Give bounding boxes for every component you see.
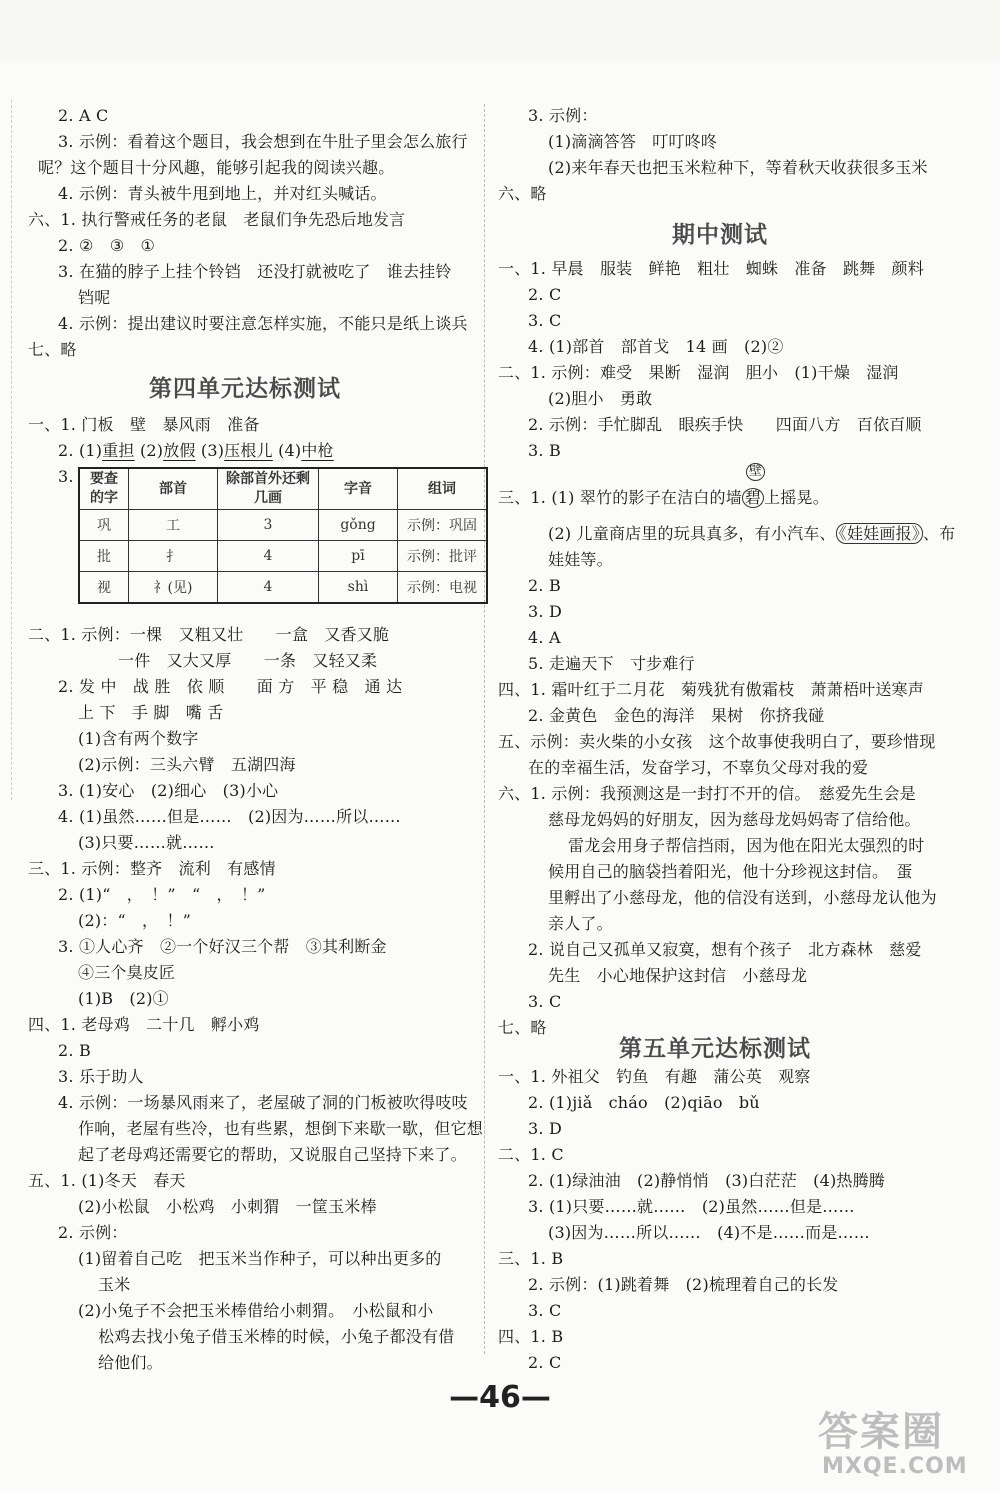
answer-line: 四、1. B [498,1327,564,1346]
answer-line: 2. 示例：(1)跳着舞 (2)梳理着自己的长发 [528,1275,839,1294]
answer-line: (2)胆小 勇敢 [548,389,653,408]
table-cell: 视 [79,572,129,604]
answer-line: 六、1. 执行警戒任务的老鼠 老鼠们争先恐后地发言 [28,210,406,229]
answer-line: 作响，老屋有些冷，也有些累，想倒下来歇一歇，但它想 [78,1119,484,1138]
answer-line: 2. B [528,576,561,595]
answer-line: 3. D [528,602,562,621]
answer-line: 3. C [528,992,562,1011]
answer-line: 2. 示例： [58,1223,128,1242]
inserted-correct-character: 壁 [746,463,765,481]
answer-line: 呢？这个题目十分风趣，能够引起我的阅读兴趣。 [38,158,395,177]
table-cell: 示例：批评 [398,541,488,572]
table-row [79,510,487,541]
answer-line: 雷龙会用身子帮信挡雨，因为他在阳光太强烈的时 [568,836,925,855]
table-cell: gǒng [319,510,398,541]
table-header-cell: 除部首外还剩几画 [218,468,319,510]
character-table [78,467,488,604]
q2-word: 中枪 [301,441,334,460]
table-cell: 扌 [129,541,218,572]
answer-line: (2)示例：三头六臂 五湖四海 [78,755,296,774]
correction-line-1 [498,464,829,511]
answer-line: 四、1. 老母鸡 二十几 孵小鸡 [28,1015,260,1034]
answer-line: 铛呢 [78,288,111,307]
table-header-row [79,468,487,510]
answer-line: 3. 在猫的脖子上挂个铃铛 还没打就被吃了 谁去挂铃 [58,262,452,281]
table-header-cell: 组词 [398,468,488,510]
table-cell: 4 [218,572,319,604]
table-cell: 示例：巩固 [398,510,488,541]
section-heading-unit5: 第五单元达标测试 [619,1035,811,1062]
correction-line-2 [548,521,955,547]
answer-line: 2. B [58,1041,91,1060]
watermark-url: MXQE.COM [822,1454,968,1479]
answer-line: 松鸡去找小兔子借玉米棒的时候，小兔子都没有借 [98,1327,455,1346]
answer-line: 3. (1)安心 (2)细心 (3)小心 [58,781,279,800]
page-number: —46— [449,1380,551,1415]
table-header-cell: 字音 [319,468,398,510]
table-cell: 3 [218,510,319,541]
answer-line: 起了老母鸡还需要它的帮助，又说服自己坚持下来了。 [78,1145,467,1164]
answer-line: 五、示例：卖火柴的小女孩 这个故事使我明白了，要珍惜现 [498,732,936,751]
answer-line: 3. ①人心齐 ②一个好汉三个帮 ③其利断金 [58,937,387,956]
q2-label: (1) [78,441,103,460]
answer-line: (3)因为……所以…… (4)不是……而是…… [548,1223,870,1242]
answer-line: 七、略 [498,1018,547,1037]
answer-line: (1)B (2)① [78,989,169,1008]
answer-line: 慈母龙妈妈的好朋友，因为慈母龙妈妈寄了信给他。 [548,810,921,829]
answer-line: 2. (1)jiǎ cháo (2)qiāo bǔ [528,1093,760,1112]
answer-line: 2. (1)“ ， ！” “ ， ！” [58,885,266,904]
q2-label: (2) [139,441,164,460]
answer-line: (3)只要……就…… [78,833,215,852]
table-cell: 4 [218,541,319,572]
answer-line: 4. 示例：一场暴风雨来了，老屋破了洞的门板被吹得吱吱 [58,1093,468,1112]
answer-line: 六、略 [498,184,547,203]
table-cell: pī [319,541,398,572]
section-heading-midterm: 期中测试 [672,221,768,248]
answer-line: (1)滴滴答答 叮叮咚咚 [548,132,718,151]
watermark-logo [810,1400,990,1490]
answer-line: 3. 乐于助人 [58,1067,144,1086]
table-row [79,572,487,604]
top-margin [0,0,1000,60]
answer-line: 玉米 [98,1275,131,1294]
q2-prefix: 2. [58,441,74,460]
answer-line: 3. C [528,1301,562,1320]
answer-line: 在的幸福生活，发奋学习，不辜负父母对我的爱 [528,758,869,777]
answer-line: 2. 发 中 战 胜 依 顺 面 方 平 稳 通 达 [58,677,403,696]
answer-line: 2. ② ③ ① [58,236,155,255]
answer-line-q3-label: 3. [58,467,74,486]
table-row [79,541,487,572]
correction-text: 、布 [922,524,956,543]
watermark-text: 答案圈 [818,1409,944,1455]
answer-line: 2. C [528,1353,562,1372]
answer-line: (1)含有两个数字 [78,729,199,748]
table-header-cell: 要查的字 [79,468,129,510]
answer-line-q2 [58,438,334,464]
answer-line: (1)留着自己吃 把玉米当作种子，可以种出更多的 [78,1249,442,1268]
section-heading-unit4: 第四单元达标测试 [149,375,341,402]
answer-line: 3. 示例： [528,106,598,125]
table-cell: 示例：电视 [398,572,488,604]
answer-line: 先生 小心地保护这封信 小慈母龙 [548,966,808,985]
answer-line: 上 下 手 脚 嘴 舌 [78,703,224,722]
answer-line: 2. (1)绿油油 (2)静悄悄 (3)白茫茫 (4)热腾腾 [528,1171,886,1190]
table-cell: 巩 [79,510,129,541]
answer-line: 3. D [528,1119,562,1138]
answer-line: 候用自己的脑袋挡着阳光，他十分珍视这封信。 蛋 [548,862,913,881]
answer-line: (2)来年春天也把玉米粒种下，等着秋天收获很多玉米 [548,158,928,177]
answer-line: 二、1. 示例：难受 果断 湿润 胆小 (1)干燥 湿润 [498,363,899,382]
answer-line: (2)小兔子不会把玉米棒借给小刺猬。 小松鼠和小 [78,1301,434,1320]
answer-line: 4. (1)虽然……但是…… (2)因为……所以…… [58,807,401,826]
table-cell: shì [319,572,398,604]
answer-line: 2. 示例：手忙脚乱 眼疾手快 四面八方 百依百顺 [528,415,922,434]
correction-text: (2) 儿童商店里的玩具真多，有小汽车、 [548,524,836,543]
answer-line: ④三个臭皮匠 [78,963,176,982]
answer-line: 二、1. 示例：一棵 又粗又壮 一盒 又香又脆 [28,625,390,644]
answer-line: (2)：“ ， ！” [78,911,192,930]
answer-line: 给他们。 [98,1353,163,1372]
answer-line: 二、1. C [498,1145,564,1164]
answer-line: 3. B [528,441,561,460]
left-margin-line [11,100,12,800]
answer-line: 3. (1)只要……就…… (2)虽然……但是…… [528,1197,855,1216]
answer-line: 七、略 [28,340,77,359]
correction-text: 上摇晃。 [764,488,829,507]
answer-line: 一件 又大又厚 一条 又轻又柔 [118,651,378,670]
answer-line: 2. 说自己又孤单又寂寞，想有个孩子 北方森林 慈爱 [528,940,922,959]
answer-line: 三、1. 示例：整齐 流利 有感情 [28,859,276,878]
column-divider [484,104,485,1354]
answer-line: (2)小松鼠 小松鸡 小刺猬 一筐玉米棒 [78,1197,377,1216]
q2-word: 压根儿 [224,441,273,460]
table-cell: 批 [79,541,129,572]
answer-line: 里孵出了小慈母龙，他的信没有送到，小慈母龙认他为 [548,888,937,907]
answer-line: 一、1. 外祖父 钓鱼 有趣 蒲公英 观察 [498,1067,811,1086]
answer-line: 一、1. 门板 壁 暴风雨 准备 [28,415,260,434]
q2-word: 放假 [163,441,196,460]
answer-line: 2. 金黄色 金色的海洋 果树 你挤我碰 [528,706,825,725]
correction-text: 三、1. (1) 翠竹的影子在洁白的墙 [498,488,742,507]
answer-line: 4. 示例：青头被牛甩到地上，并对红头喊话。 [58,184,387,203]
answer-line: 三、1. B [498,1249,564,1268]
table-header-cell: 部首 [129,468,218,510]
answer-line: 2. A C [58,106,109,125]
answer-line: 4. A [528,628,561,647]
answer-line: 3. C [528,311,562,330]
answer-line: 六、1. 示例：我预测这是一封打不开的信。 慈爱先生会是 [498,784,916,803]
answer-line: 5. 走遍天下 寸步难行 [528,654,695,673]
circled-wrong-character: 碧 [742,488,764,508]
answer-line: 一、1. 早晨 服装 鲜艳 粗壮 蜘蛛 准备 跳舞 颜料 [498,259,924,278]
table-cell: 礻(见) [129,572,218,604]
q2-label: (3) [200,441,225,460]
answer-line: 娃娃等。 [548,550,613,569]
answer-line: 4. (1)部首 部首戈 14 画 (2)② [528,337,784,356]
marked-title: 《娃娃画报》 [836,523,923,544]
table-cell: 工 [129,510,218,541]
q2-word: 重担 [102,441,135,460]
answer-line: 4. 示例：提出建议时要注意怎样实施，不能只是纸上谈兵 [58,314,468,333]
answer-line: 四、1. 霜叶红于二月花 菊残犹有傲霜枝 萧萧梧叶送寒声 [498,680,924,699]
answer-line: 3. 示例：看着这个题目，我会想到在牛肚子里会怎么旅行 [58,132,468,151]
answer-line: 亲人了。 [548,914,613,933]
q2-label: (4) [278,441,302,460]
answer-line: 2. C [528,285,562,304]
answer-line: 五、1. (1)冬天 春天 [28,1171,186,1190]
